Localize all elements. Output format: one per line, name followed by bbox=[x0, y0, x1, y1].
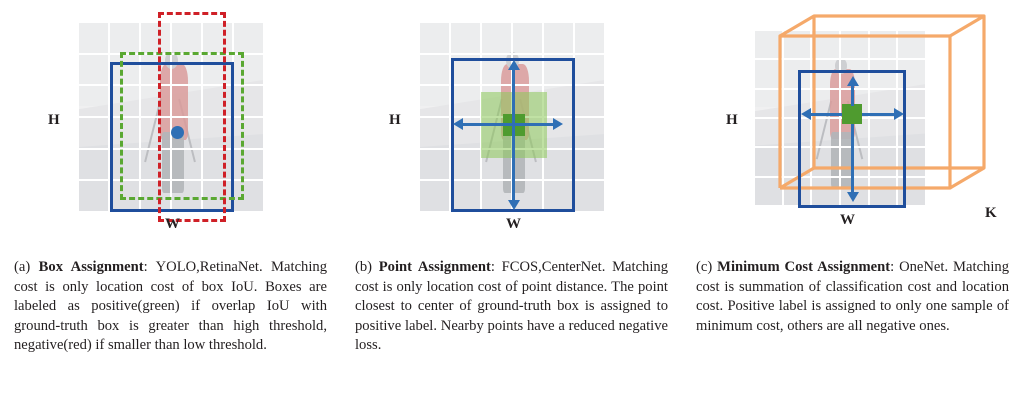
grid-cell bbox=[419, 149, 450, 181]
grid-cell bbox=[78, 54, 109, 86]
grid-cell bbox=[450, 22, 481, 54]
offset-arrow-up-c bbox=[851, 84, 854, 106]
caption-title-a: Box Assignment bbox=[38, 259, 144, 275]
panel-point-assignment bbox=[341, 0, 682, 250]
depth-label-c: K bbox=[985, 205, 997, 221]
arrow-head-up-b bbox=[508, 60, 520, 70]
width-label-a: W bbox=[165, 216, 180, 232]
arrow-head-up-c bbox=[847, 76, 859, 86]
grid-cell bbox=[512, 22, 543, 54]
distance-arrow-horizontal-b bbox=[463, 123, 555, 126]
arrow-head-left-c bbox=[801, 108, 811, 120]
grid-cell bbox=[109, 22, 140, 54]
width-label-c: W bbox=[840, 212, 855, 228]
grid-cell bbox=[574, 149, 605, 181]
grid-cell bbox=[78, 180, 109, 212]
grid-cell bbox=[233, 22, 264, 54]
caption-title-b: Point Assignment bbox=[378, 259, 491, 275]
arrow-head-down-b bbox=[508, 200, 520, 210]
grid-cell bbox=[574, 54, 605, 86]
caption-body-c: : OneNet. Matching cost is summation of classification cost and location cost. Positive label is assigned to only one sample of minimum cost, others are all negative ones. bbox=[696, 259, 1009, 334]
caption-body-a: : YOLO,RetinaNet. Matching cost is only location cost of box IoU. Boxes are labeled as positive(green) if overlap IoU with ground-truth box is greater than high threshold, negative(red) if smaller than low threshold. bbox=[14, 259, 327, 353]
grid-cell bbox=[543, 22, 574, 54]
arrow-head-right-c bbox=[894, 108, 904, 120]
positive-point-c bbox=[842, 104, 862, 124]
width-label-b: W bbox=[506, 216, 521, 232]
grid-cell bbox=[574, 85, 605, 117]
grid-cell bbox=[419, 85, 450, 117]
grid-cell bbox=[574, 22, 605, 54]
grid-cell bbox=[574, 180, 605, 212]
offset-arrow-right-c bbox=[862, 113, 896, 116]
grid-cell bbox=[419, 117, 450, 149]
caption-panel-b bbox=[341, 258, 682, 356]
caption-body-b: : FCOS,CenterNet. Matching cost is only location cost of point distance. The point closest to center of ground-truth box is assigned to positive label. Nearby points have a reduced negative loss. bbox=[355, 259, 668, 353]
caption-tag-a: (a) bbox=[14, 259, 31, 275]
center-point-a bbox=[171, 126, 184, 139]
offset-arrow-down-c bbox=[851, 124, 854, 194]
caption-tag-b: (b) bbox=[355, 259, 373, 275]
arrow-head-left-b bbox=[453, 118, 463, 130]
negative-box-a bbox=[158, 12, 226, 222]
caption-panel-c bbox=[682, 258, 1023, 356]
grid-cell bbox=[78, 117, 109, 149]
grid-cell bbox=[78, 149, 109, 181]
arrow-head-right-b bbox=[553, 118, 563, 130]
grid-cell bbox=[481, 22, 512, 54]
grid-cell bbox=[574, 117, 605, 149]
height-label-b: H bbox=[389, 112, 401, 128]
offset-arrow-left-c bbox=[810, 113, 842, 116]
distance-arrow-vertical-b bbox=[512, 70, 515, 202]
height-label-c: H bbox=[726, 112, 738, 128]
grid-cell bbox=[419, 54, 450, 86]
grid-cell bbox=[419, 180, 450, 212]
caption-title-c: Minimum Cost Assignment bbox=[717, 259, 891, 275]
height-label-a: H bbox=[48, 112, 60, 128]
panel-box-assignment bbox=[0, 0, 341, 250]
grid-cell bbox=[78, 85, 109, 117]
grid-cell bbox=[78, 22, 109, 54]
caption-tag-c: (c) bbox=[696, 259, 713, 275]
caption-panel-a bbox=[0, 258, 341, 356]
grid-cell bbox=[419, 22, 450, 54]
figure-captions bbox=[0, 258, 1024, 356]
panel-minimum-cost-assignment bbox=[682, 0, 1023, 250]
arrow-head-down-c bbox=[847, 192, 859, 202]
